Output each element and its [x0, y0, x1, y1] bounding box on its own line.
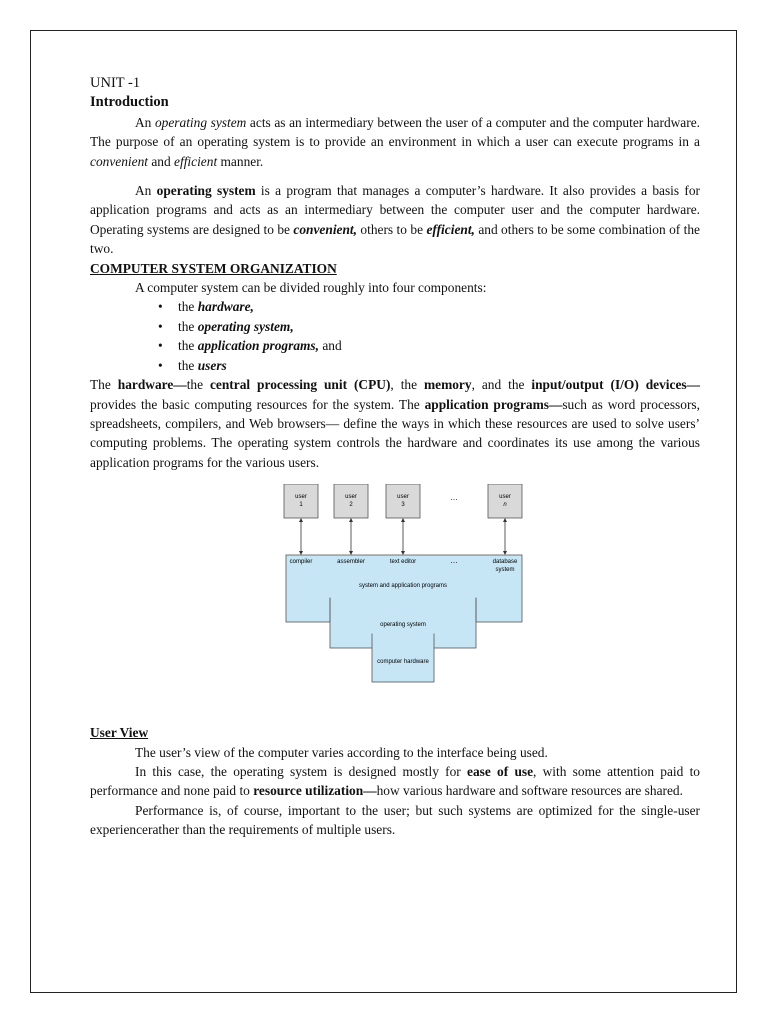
component-item-hardware: • the hardware, [158, 297, 700, 316]
user-box-2-num: 2 [349, 502, 353, 509]
app-text-editor: text editor [389, 559, 417, 566]
user-box-2-label: user [345, 494, 357, 501]
user-ellipsis: … [450, 493, 458, 503]
user-box-2 [334, 484, 368, 518]
user-box-3-num: 3 [401, 502, 405, 509]
component-item-os: • the operating system, [158, 317, 700, 336]
diagram-svg [90, 484, 700, 709]
user-box-n-num: n [503, 502, 507, 509]
unit-title: UNIT -1 [90, 75, 141, 91]
app-database: database [492, 559, 518, 566]
user-box-n-label: user [499, 494, 511, 501]
introduction-heading: Introduction [90, 94, 169, 111]
app-database-system: system [495, 567, 515, 574]
user-box-n [488, 484, 522, 518]
components-list [90, 297, 700, 375]
layer-os-label: operating system [380, 622, 426, 629]
system-components-diagram [90, 484, 700, 709]
intro-paragraph-2: An operating system is a program that manages a computer’s hardware. It also provides a basis for application programs and acts as an intermediary between the computer user and the computer hardware. Operating systems are designed to be convenient, others to be efficient, and others to be some combination of the two. [90, 183, 700, 257]
app-ellipsis: … [450, 556, 458, 566]
user-box-3-label: user [397, 494, 409, 501]
user-view-paragraph-1: The user’s view of the computer varies according to the interface being used. [135, 744, 548, 760]
components-lead: A computer system can be divided roughly into four components: [135, 280, 487, 296]
component-item-users: • the users [158, 356, 700, 375]
user-box-1-label: user [295, 494, 307, 501]
app-compiler: compiler [289, 559, 313, 566]
section-heading-organization: COMPUTER SYSTEM ORGANIZATION [90, 260, 337, 276]
user-view-paragraph-2: In this case, the operating system is designed mostly for ease of use, with some attention paid to performance and none paid to resource utilization—how various hardware and software resources are shared. [90, 763, 700, 799]
layer-hw-label: computer hardware [377, 659, 429, 666]
user-box-1 [284, 484, 318, 518]
user-box-3 [386, 484, 420, 518]
document-body [90, 74, 700, 840]
component-item-apps: • the application programs, and [158, 336, 700, 355]
app-assembler: assembler [337, 559, 365, 566]
layer-computer-hardware [372, 634, 434, 682]
layer-apps-label: system and application programs [358, 583, 448, 590]
intro-paragraph-1: An operating system acts as an intermediary between the user of a computer and the computer hardware. The purpose of an operating system is to provide an environment in which a user can execute programs in a convenient and efficient manner. [90, 114, 701, 169]
section-heading-user-view: User View [90, 725, 149, 741]
hardware-paragraph: The hardware—the central processing unit (CPU), the memory, and the input/output (I/O) devices— provides the basic computing resources for the system. The application programs—such as word processors, spreadsheets, compilers, and Web browsers— define the ways in which these resources are used to solve users’ computing problems. The operating system controls the hardware and coordinates its use among the various application programs for the various users. [90, 377, 700, 470]
user-view-paragraph-3: Performance is, of course, important to the user; but such systems are optimized for the single-user experiencerather than the requirements of multiple users. [90, 802, 700, 838]
user-box-1-num: 1 [299, 502, 303, 509]
